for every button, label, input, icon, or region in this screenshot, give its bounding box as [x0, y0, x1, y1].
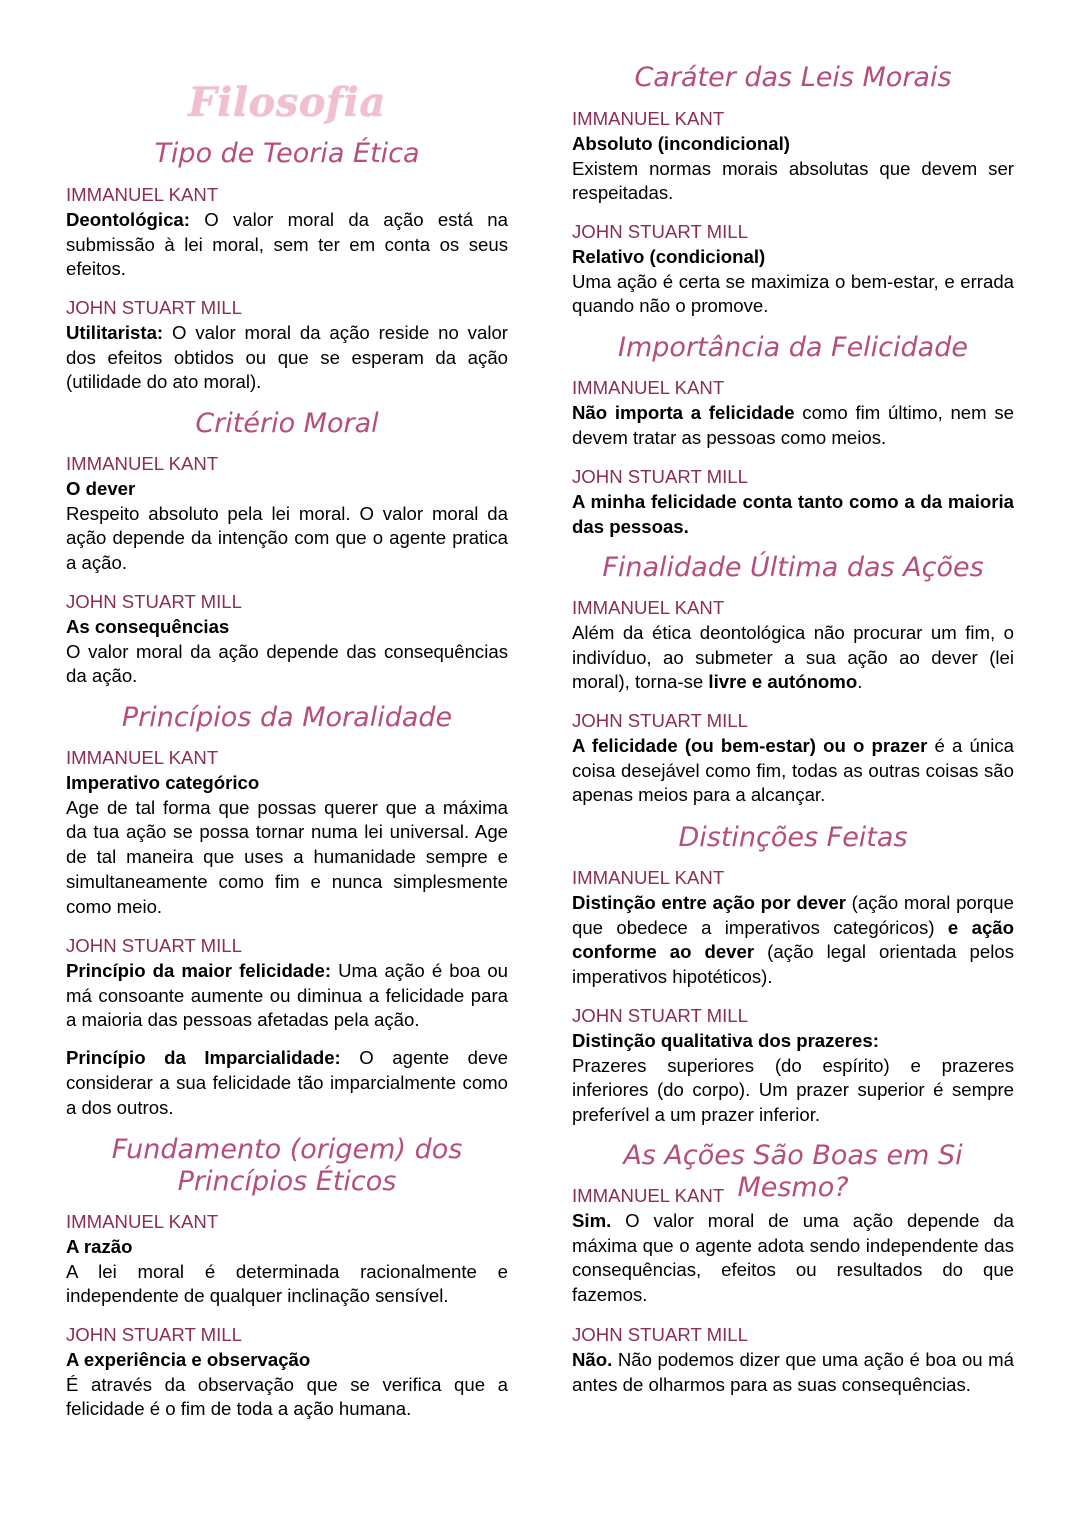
author-label: JOHN STUART MILL — [572, 466, 748, 487]
desc: (ação legal orientada pelos imperativos hipotéticos). — [572, 941, 1014, 988]
desc: é a única coisa desejável como fim, todas as outras coisas são apenas meios para a alcançar. — [572, 734, 1014, 806]
term: A felicidade (ou bem-estar) ou o prazer — [572, 734, 928, 756]
term-text: O dever — [66, 477, 136, 499]
tipo-mill-text — [66, 321, 508, 395]
distincoes-mill-block — [572, 1004, 1014, 1128]
term-text: Relativo (condicional) — [572, 245, 766, 267]
term — [572, 1029, 1014, 1054]
fundamento-kant-block — [66, 1210, 508, 1309]
carater-mill-block — [572, 220, 1014, 319]
finalidade-kant-block — [572, 596, 1014, 695]
page-title: Filosofia — [188, 79, 386, 126]
principios-mill-block — [66, 934, 508, 1121]
desc: como fim último, nem se devem tratar as pessoas como meios. — [572, 401, 1014, 448]
heading-line: Princípios Éticos — [177, 1166, 397, 1197]
term — [66, 1235, 508, 1260]
term — [66, 1348, 508, 1373]
section-heading-carater: Caráter das Leis Morais — [634, 62, 952, 93]
section-heading-fundamento — [66, 1134, 508, 1198]
term: Não. — [572, 1348, 613, 1370]
section-heading-finalidade: Finalidade Última das Ações — [602, 552, 984, 583]
section-heading-tipo: Tipo de Teoria Ética — [154, 138, 420, 169]
distincoes-kant-block — [572, 866, 1014, 990]
term: A minha felicidade conta tanto como a da maioria das pessoas. — [572, 490, 1014, 537]
heading-line: Fundamento (origem) dos — [111, 1134, 463, 1165]
author-label: JOHN STUART MILL — [572, 221, 748, 242]
author-label: JOHN STUART MILL — [572, 710, 748, 731]
term — [572, 132, 1014, 157]
author-label: JOHN STUART MILL — [66, 591, 242, 612]
criterio-kant-block — [66, 452, 508, 576]
principios-mill-text1 — [66, 959, 508, 1033]
section-heading-principios: Princípios da Moralidade — [121, 702, 453, 733]
term: Utilitarista: — [66, 321, 164, 343]
fundamento-kant-text: A lei moral é determinada racionalmente e independente de qualquer inclinação sensível. — [66, 1260, 508, 1307]
term — [66, 477, 508, 502]
author-label: IMMANUEL KANT — [66, 453, 219, 474]
author-label: IMMANUEL KANT — [572, 867, 725, 888]
desc: O valor moral da ação está na submissão à lei moral, sem ter em conta os seus efeitos. — [66, 208, 508, 280]
distincoes-mill-text: Prazeres superiores (do espírito) e prazeres inferiores (do corpo). Um prazer superior é sempre preferível a um prazer inferior. — [572, 1054, 1014, 1126]
fundamento-mill-block — [66, 1323, 508, 1422]
author-label: JOHN STUART MILL — [66, 935, 242, 956]
term: Distinção entre ação por dever — [572, 891, 846, 913]
section-heading-importancia: Importância da Felicidade — [618, 332, 968, 363]
principios-mill-text2 — [66, 1046, 508, 1120]
finalidade-kant-text — [572, 621, 1014, 695]
author-label: IMMANUEL KANT — [572, 1185, 725, 1206]
term-text: As consequências — [66, 615, 230, 637]
section-heading-distincoes: Distinções Feitas — [678, 822, 908, 853]
author-label: IMMANUEL KANT — [66, 184, 219, 205]
author-label: JOHN STUART MILL — [572, 1005, 748, 1026]
term: Deontológica: — [66, 208, 190, 230]
criterio-mill-block — [66, 590, 508, 689]
desc: Uma ação é boa ou má consoante aumente ou diminua a felicidade para a maioria das pessoas afetadas pela ação. — [66, 959, 509, 1031]
desc: Além da ética deontológica não procurar um fim, o indivíduo, ao submeter a sua ação ao dever (lei moral), torna-se — [572, 621, 1014, 693]
term: Não importa a felicidade — [572, 401, 795, 423]
author-label: IMMANUEL KANT — [572, 377, 725, 398]
author-label: IMMANUEL KANT — [66, 1211, 219, 1232]
desc: O valor moral de uma ação depende da máxima que o agente adota sendo independente das consequências, efeitos ou resultados do que fazemos. — [572, 1209, 1014, 1306]
author-label: IMMANUEL KANT — [572, 597, 725, 618]
importancia-mill-text — [572, 490, 1014, 540]
importancia-kant-text — [572, 401, 1014, 451]
importancia-kant-block — [572, 376, 1014, 450]
author-label: JOHN STUART MILL — [572, 1324, 748, 1345]
fundamento-mill-text: É através da observação que se verifica que a felicidade é o fim de toda a ação humana. — [66, 1373, 508, 1420]
author-label: IMMANUEL KANT — [572, 108, 725, 129]
author-label: JOHN STUART MILL — [66, 297, 242, 318]
term — [66, 615, 508, 640]
term-text: Imperativo categórico — [66, 771, 260, 793]
term: Princípio da Imparcialidade: — [66, 1047, 341, 1069]
principios-kant-block — [66, 746, 508, 920]
principios-kant-text: Age de tal forma que possas querer que a máxima da tua ação se possa tornar numa lei universal. Age de tal maneira que uses a humanidade sempre e simultaneamente como fim e nunca simplesmente como meio. — [66, 796, 508, 917]
carater-kant-text: Existem normas morais absolutas que devem ser respeitadas. — [572, 157, 1014, 204]
term — [66, 771, 508, 796]
acoes-mill-block — [572, 1323, 1014, 1397]
term: Sim. — [572, 1209, 612, 1231]
criterio-mill-text: O valor moral da ação depende das consequências da ação. — [66, 640, 508, 687]
distincoes-kant-text — [572, 891, 1014, 990]
acoes-kant-block — [572, 1184, 1014, 1308]
term-text: Absoluto (incondicional) — [572, 132, 790, 154]
author-label: JOHN STUART MILL — [66, 1324, 242, 1345]
term-text: A razão — [66, 1235, 133, 1257]
author-label: IMMANUEL KANT — [66, 747, 219, 768]
carater-mill-text: Uma ação é certa se maximiza o bem-estar, e errada quando não o promove. — [572, 270, 1014, 317]
finalidade-mill-block — [572, 709, 1014, 808]
finalidade-mill-text — [572, 734, 1014, 808]
desc-end: . — [857, 671, 863, 693]
tipo-kant-block — [66, 183, 508, 282]
conjunction: e — [947, 916, 959, 938]
acoes-mill-text — [572, 1348, 1014, 1398]
term — [572, 245, 1014, 270]
section-heading-criterio: Critério Moral — [195, 408, 379, 439]
carater-kant-block — [572, 107, 1014, 206]
importancia-mill-block — [572, 465, 1014, 539]
tipo-mill-block — [66, 296, 508, 395]
term: Princípio da maior felicidade: — [66, 959, 332, 981]
criterio-kant-text: Respeito absoluto pela lei moral. O valor moral da ação depende da intenção com que o agente pratica a ação. — [66, 502, 508, 574]
desc: Não podemos dizer que uma ação é boa ou má antes de olharmos para as suas consequências. — [572, 1348, 1014, 1395]
term-text: A experiência e observação — [66, 1348, 311, 1370]
term: livre e autónomo — [708, 671, 858, 693]
desc: (ação moral porque que obedece a imperativos categóricos) — [572, 891, 1014, 938]
term-text: Distinção qualitativa dos prazeres: — [572, 1029, 879, 1051]
desc: O valor moral da ação reside no valor dos efeitos obtidos ou que se esperam da ação (utilidade do ato moral). — [66, 321, 508, 393]
term: ação conforme ao dever — [572, 916, 1014, 963]
desc: O agente deve considerar a sua felicidade tão imparcialmente como a dos outros. — [66, 1047, 509, 1118]
tipo-kant-text — [66, 208, 508, 282]
acoes-kant-text — [572, 1209, 1014, 1308]
section-heading-acoes: As Ações São Boas em Si Mesmo? — [623, 1140, 963, 1203]
